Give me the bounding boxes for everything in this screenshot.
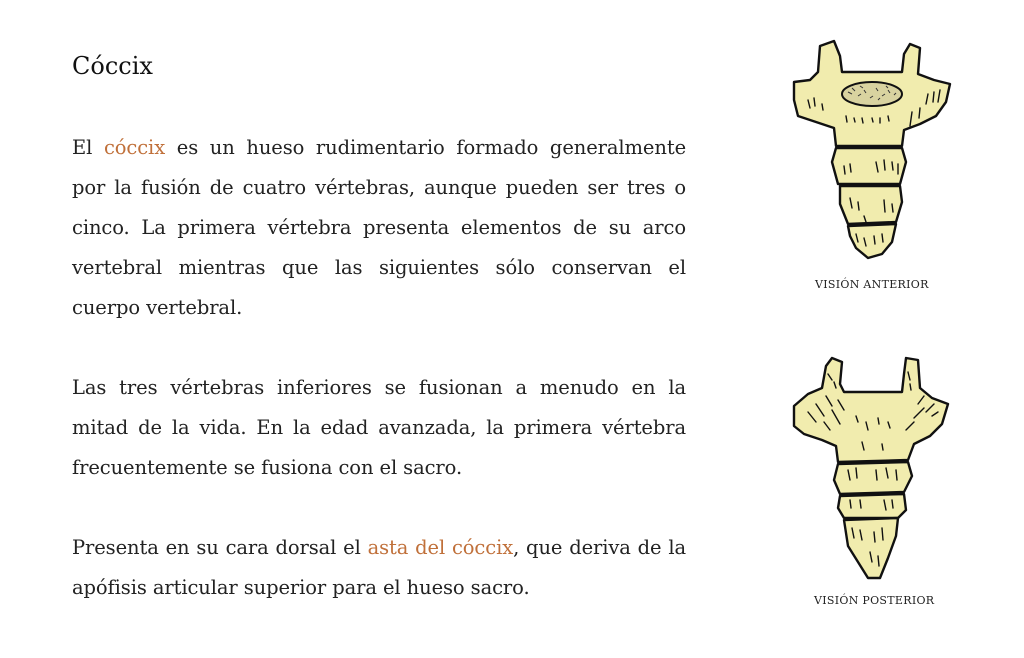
- paragraph-text: , que deriva de la apófisis articular superior para el hueso sacro.: [72, 536, 686, 599]
- posterior-view-caption: VISIÓN POSTERIOR: [814, 594, 935, 607]
- paragraph-description: [72, 128, 686, 328]
- anterior-view-caption: VISIÓN ANTERIOR: [815, 278, 929, 291]
- coccix-link[interactable]: cóccix: [103, 136, 166, 159]
- paragraph-text: El: [72, 136, 104, 159]
- coccyx-posterior-illustration: [786, 352, 954, 584]
- coccyx-anterior-illustration: [788, 38, 956, 268]
- asta-del-coccix-link[interactable]: asta del cóccix: [367, 536, 514, 559]
- page-title: Cóccix: [72, 52, 153, 80]
- paragraph-fusion: Las tres vértebras inferiores se fusionan a menudo en la mitad de la vida. En la edad avanzada, la primera vértebra frecuentemente se fusiona con el sacro.: [72, 376, 686, 479]
- paragraph-text: es un hueso rudimentario formado generalmente por la fusión de cuatro vértebras, aunque pueden ser tres o cinco. La primera vértebra presenta elementos de su arco vertebral mientras que las siguientes sólo conservan el cuerpo vertebral.: [72, 136, 687, 319]
- paragraph-text: Presenta en su cara dorsal el: [72, 536, 368, 559]
- paragraph-cornua: [72, 528, 686, 608]
